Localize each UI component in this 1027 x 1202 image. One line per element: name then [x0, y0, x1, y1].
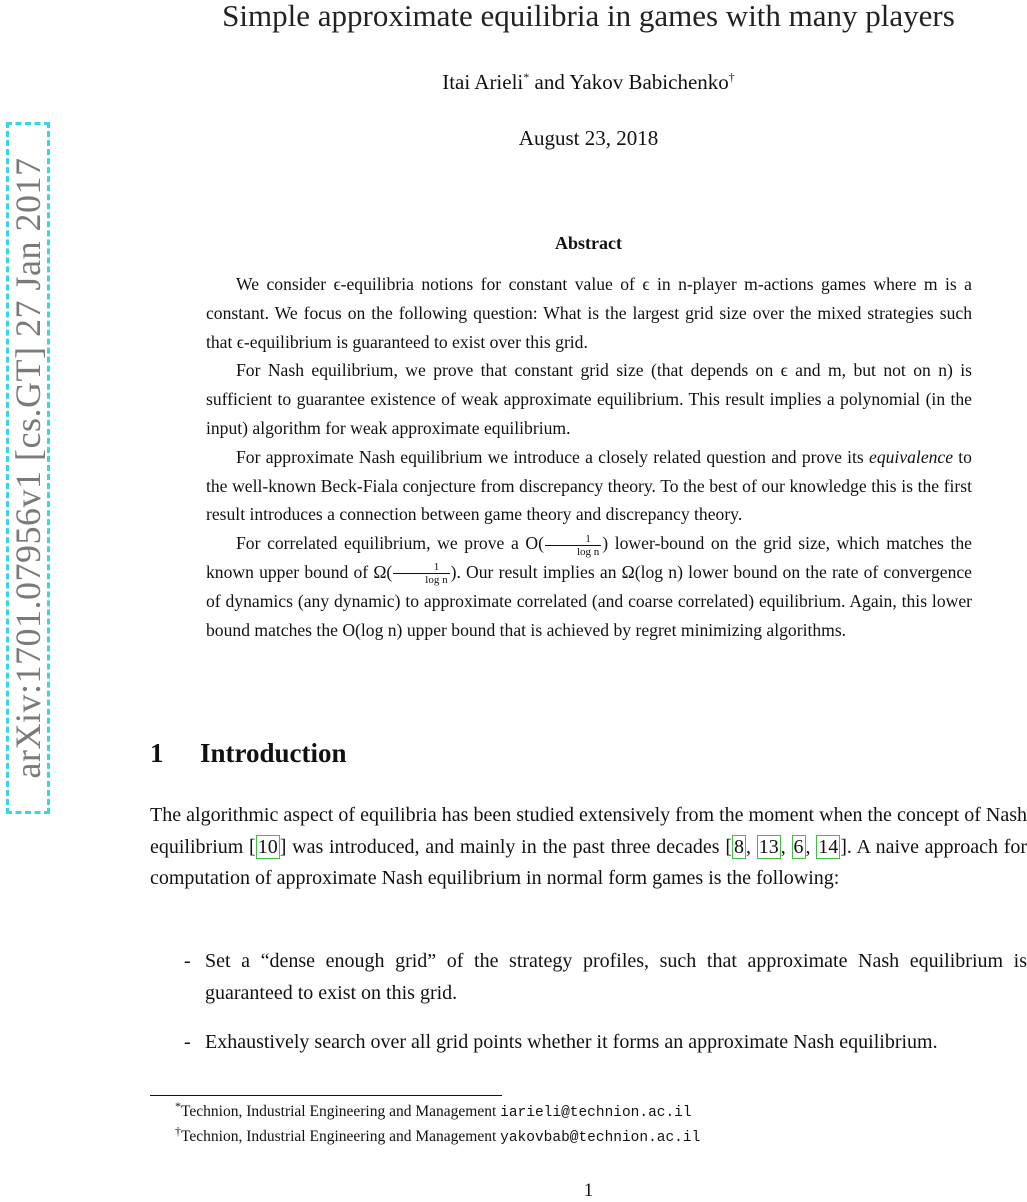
abstract-paragraph-2: For Nash equilibrium, we prove that constant grid size (that depends on ϵ and m, but not on n) is sufficient to guarantee existence of weak approximate equilibrium. This result implies a polynomial (in the input) algorithm for weak approximate equilibrium.: [206, 360, 972, 438]
list-item-1-text: Set a “dense enough grid” of the strategy profiles, such that approximate Nash equilibrium is guaranteed to exist on this grid.: [205, 950, 1027, 1004]
citation-separator: ,: [746, 835, 757, 858]
arxiv-identifier: arXiv:1701.07956v1 [cs.GT] 27 Jan 2017: [8, 157, 48, 779]
author-2: Yakov Babichenko: [569, 70, 729, 94]
footnote-rule: [150, 1095, 502, 1096]
footnotes: [150, 1100, 700, 1150]
footnote-1: [150, 1100, 700, 1125]
author-2-mark: †: [728, 70, 735, 84]
abstract-p3-emphasis: equivalence: [869, 446, 954, 467]
paper-date: August 23, 2018: [518, 126, 659, 150]
citation-separator: ,: [780, 835, 792, 858]
citation-8[interactable]: 8: [734, 835, 744, 858]
abstract-p4-text-c: ). Our result implies an Ω(log n) lower bound on the rate of convergence of dynamics (any dynamic) to approximate correlated (and coarse correlated) equilibrium. Again, this lower bound matches the O(log n) upper bound that is achieved by regret minimizing algorithms.: [206, 561, 972, 640]
citation-separator: ,: [805, 835, 817, 858]
fraction-1-denominator: log n: [576, 545, 600, 558]
list-dash: -: [184, 1031, 191, 1053]
author-conjunction: and: [534, 70, 565, 94]
footnote-2-mark: †: [175, 1123, 181, 1138]
section-heading: [150, 738, 347, 769]
footnote-2: [150, 1125, 700, 1150]
citation-14[interactable]: 14: [818, 835, 839, 858]
paper-title: Simple approximate equilibria in games with many players: [222, 0, 955, 33]
approach-list: [150, 946, 1027, 1077]
intro-text-3: ]. A naive approach for computation of approximate Nash equilibrium in normal form games is the following:: [150, 835, 1027, 889]
abstract-p3-text-a: For approximate Nash equilibrium we introduce a closely related question and prove its: [236, 446, 864, 467]
fraction-1-numerator: 1: [545, 533, 601, 546]
list-item: [150, 1027, 1027, 1059]
footnote-2-email[interactable]: yakovbab@technion.ac.il: [500, 1130, 701, 1146]
abstract-p4-text-b: ) lower-bound on the grid size, which matches the known upper bound of Ω(: [206, 533, 972, 582]
abstract-p3-text-b: to the well-known Beck-Fiala conjecture from discrepancy theory. To the best of our knowledge this is the first result introduces a connection between game theory and discrepancy theory.: [206, 446, 972, 525]
list-item-2-text: Exhaustively search over all grid points whether it forms an approximate Nash equilibrium.: [205, 1031, 938, 1053]
abstract-p4-text-a: For correlated equilibrium, we prove a O(: [236, 533, 544, 554]
section-number: 1: [150, 738, 164, 768]
abstract-paragraph-1: We consider ϵ-equilibria notions for constant value of ϵ in n-player m-actions games where m is a constant. We focus on the following question: What is the largest grid size over the mixed strategies such that ϵ-equilibrium is guaranteed to exist over this grid.: [206, 274, 972, 352]
author-line: [150, 70, 1027, 95]
citation-13[interactable]: 13: [758, 835, 779, 858]
intro-paragraph: [150, 800, 1027, 895]
fraction-1: [545, 533, 601, 558]
abstract-paragraph-3: [206, 443, 972, 529]
intro-text-2: ] was introduced, and mainly in the past three decades [: [279, 835, 732, 858]
list-dash: -: [184, 950, 191, 972]
intro-text: [150, 800, 1027, 895]
fraction-2-denominator: log n: [425, 574, 448, 587]
page-number: 1: [583, 1180, 594, 1201]
arxiv-side-stamp: [6, 122, 50, 814]
footnote-1-mark: *: [175, 1098, 181, 1113]
abstract-paragraph-4: [206, 529, 972, 644]
section-title: Introduction: [200, 738, 347, 768]
footnote-1-text: Technion, Industrial Engineering and Management: [181, 1103, 497, 1120]
citation-10[interactable]: 10: [257, 835, 278, 858]
fraction-2-numerator: 1: [393, 561, 449, 574]
intro-text-1: The algorithmic aspect of equilibria has been studied extensively from the moment when the concept of Nash equilibrium [: [150, 804, 1027, 858]
abstract-heading: Abstract: [555, 233, 622, 253]
list-item: [150, 946, 1027, 1009]
author-1-mark: *: [523, 70, 530, 84]
citation-6[interactable]: 6: [793, 835, 804, 858]
footnote-2-text: Technion, Industrial Engineering and Management: [181, 1128, 497, 1145]
footnote-1-email[interactable]: iarieli@technion.ac.il: [500, 1105, 692, 1121]
abstract-body: [206, 270, 972, 644]
author-1: Itai Arieli: [442, 70, 524, 94]
fraction-2: [393, 561, 449, 586]
